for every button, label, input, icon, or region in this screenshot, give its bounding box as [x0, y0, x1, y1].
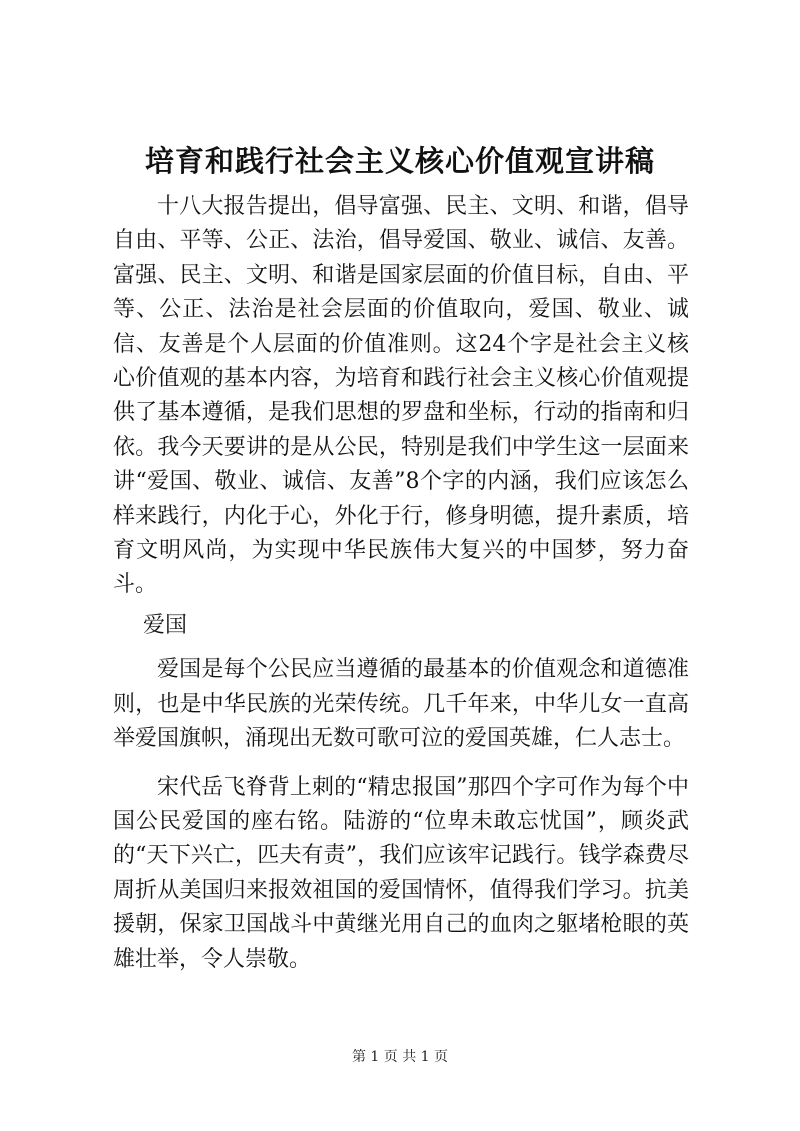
document-body: [113, 190, 689, 977]
page-footer: 第 1 页 共 1 页: [351, 1049, 449, 1065]
document-title: 培育和践行社会主义核心价值观宣讲稿: [144, 144, 655, 178]
historical-examples-paragraph: 宋代岳飞脊背上刺的“精忠报国”那四个字可作为每个中国公民爱国的座右铭。陆游的“位卑未敢忘忧国”，顾炎武的“天下兴亡，匹夫有责”，我们应该牢记践行。钱学森费尽周折从美国归来报效祖国的爱国情怀，值得我们学习。抗美援朝，保家卫国战斗中黄继光用自己的血肉之躯堵枪眼的英雄壮举，令人崇敬。: [113, 774, 689, 972]
patriotism-paragraph: 爱国是每个公民应当遵循的最基本的价值观念和道德准则，也是中华民族的光荣传统。几千年来，中华儿女一直高举爱国旗帜，涌现出无数可歌可泣的爱国英雄，仁人志士。: [113, 657, 689, 752]
section-heading-patriotism: 爱国: [143, 612, 188, 638]
intro-paragraph: 十八大报告提出，倡导富强、民主、文明、和谐，倡导自由、平等、公正、法治，倡导爱国、敬业、诚信、友善。富强、民主、文明、和谐是国家层面的价值目标，自由、平等、公正、法治是社会层面的价值取向，爱国、敬业、诚信、友善是个人层面的价值准则。这24个字是社会主义核心价值观的基本内容，为培育和践行社会主义核心价值观提供了基本遵循，是我们思想的罗盘和坐标，行动的指南和归依。我今天要讲的是从公民，特别是我们中学生这一层面来讲“爱国、敬业、诚信、友善”8个字的内涵，我们应该怎么样来践行，内化于心，外化于行，修身明德，提升素质，培育文明风尚，为实现中华民族伟大复兴的中国梦，努力奋斗。: [113, 194, 689, 598]
